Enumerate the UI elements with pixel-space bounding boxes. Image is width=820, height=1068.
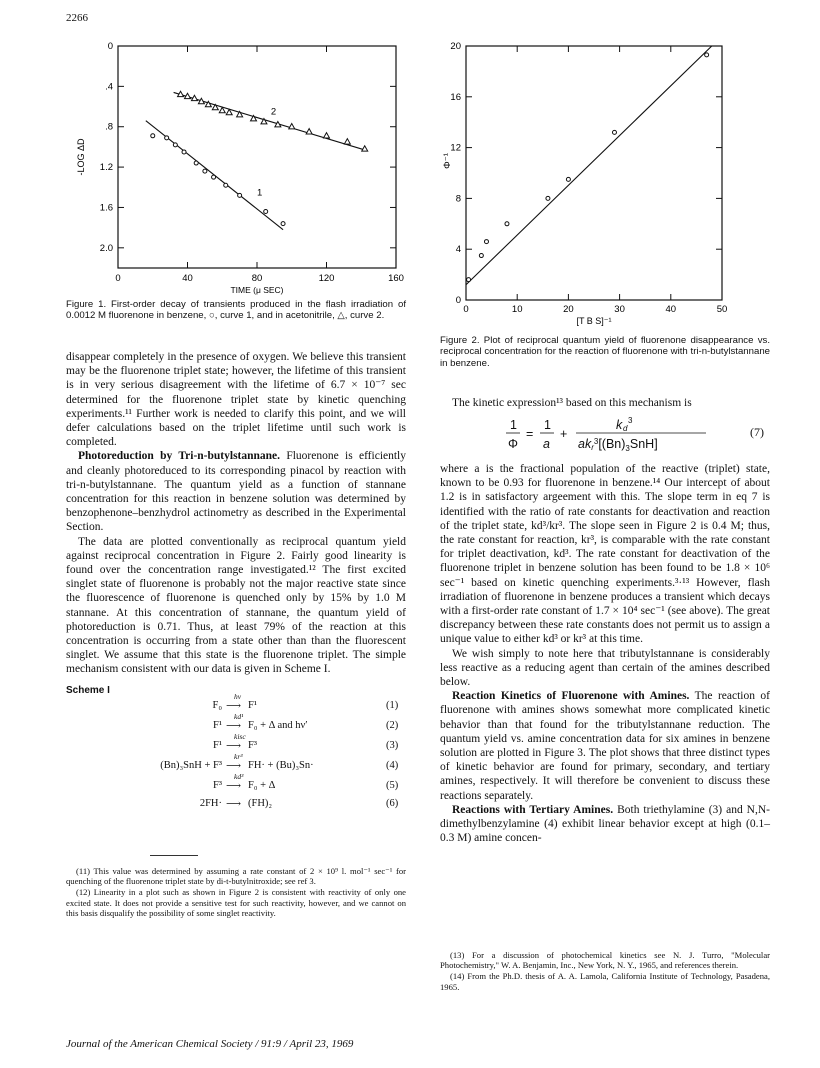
paragraph (440, 803, 770, 846)
reaction-arrow: ⟶ (226, 721, 242, 732)
paragraph-text: Both triethylamine (3) and N,N-dimethylbenzylamine (4) exhibit linear behavior except at high (0.1–0.3 M) amine concen- (440, 803, 770, 845)
reaction-reactant: F¹ (213, 740, 222, 751)
x-tick-label: 160 (388, 273, 404, 284)
y-tick-label: 0 (107, 41, 113, 52)
y-tick-label: 20 (450, 41, 461, 52)
svg-text:a: a (543, 437, 550, 451)
reaction-arrow: ⟶ (226, 701, 242, 712)
equation-number: (7) (750, 425, 764, 439)
reaction-reactant: F³ (213, 780, 222, 791)
scheme-title: Scheme I (66, 685, 110, 696)
x-tick-label: 120 (318, 273, 335, 284)
data-point-circle (151, 134, 155, 138)
data-point-circle (612, 130, 616, 134)
reaction-product: F₀ + Δ and hν′ (248, 720, 308, 731)
x-tick-label: 20 (563, 304, 574, 315)
plot-frame (466, 46, 722, 300)
y-tick-label: 8 (455, 193, 461, 205)
data-point-circle (238, 193, 242, 197)
y-tick-label: .8 (105, 121, 113, 133)
page-number: 2266 (66, 12, 88, 24)
y-axis-label: -LOG ΔD (76, 138, 86, 176)
equation-7 (500, 414, 770, 458)
data-point-circle (182, 150, 186, 154)
reaction-arrow: ⟶ (226, 741, 242, 752)
right-column-text-top (440, 396, 770, 410)
data-point-circle (194, 161, 198, 165)
y-tick-label: 12 (450, 142, 461, 154)
y-tick-label: .4 (105, 81, 113, 93)
x-tick-label: 80 (251, 273, 263, 284)
y-tick-label: 2.0 (99, 242, 113, 254)
reaction-number: (3) (386, 740, 399, 751)
y-tick-label: 0 (455, 295, 461, 306)
svg-text:1: 1 (544, 418, 551, 432)
reaction-reactant: F₀ (212, 700, 222, 711)
paragraph: The kinetic expression¹³ based on this mechanism is (452, 397, 692, 409)
data-point-circle (505, 222, 509, 226)
x-tick-label: 0 (115, 273, 121, 284)
journal-footer: Journal of the American Chemical Society / 91:9 / April 23, 1969 (66, 1038, 354, 1050)
section-heading: Reaction Kinetics of Fluorenone with Amines. (452, 690, 690, 703)
data-point-circle (705, 53, 709, 57)
data-point-circle (281, 222, 285, 226)
svg-text:+: + (560, 427, 568, 441)
y-tick-label: 16 (450, 91, 461, 103)
footnotes-right (440, 950, 770, 993)
footnotes-left (66, 866, 406, 919)
svg-text:1: 1 (510, 418, 517, 432)
figure-2-caption: Figure 2. Plot of reciprocal quantum yield of fluorenone disappearance vs. reciprocal concentration for the reaction of fluorenone with tri-n-butylstannane in benzene. (440, 335, 770, 369)
section-heading: Photoreduction by Tri-n-butylstannane. (78, 450, 281, 463)
section-heading: Reactions with Tertiary Amines. (452, 803, 614, 816)
data-point-circle (224, 183, 228, 187)
footnote: (12) Linearity in a plot such as shown in Figure 2 is consistent with reactivity of only one excited state. It does not provide a sensitive test for such reactivity, however, and we cannot on this basis disqualify the possibility of some singlet reactivity. (66, 887, 406, 918)
paragraph: The data are plotted conventionally as reciprocal quantum yield against reciprocal concentration in Figure 2. Fairly good linearity is found over the concentration range investigated.¹² The first excited singlet state of fluorenone is probably not the major reactive state since the fluorescence of fluorenone is quenched only by 15% by 1.0 M stannane. At this concentration of stannane, the quantum yield of photoreduction is 0.71. Thus, at least 79% of the reaction at this concentration is occurring from a state other than than the fluorescent singlet. We assume that this state is the fluorenone triplet. The simple mechanism consistent with our data is given in Scheme I. (66, 535, 406, 676)
data-point-circle (173, 143, 177, 147)
data-point-circle (467, 278, 471, 282)
figure-1-chart (66, 34, 416, 296)
fit-line (466, 46, 712, 285)
reaction-rate-label: kisc (234, 732, 246, 741)
svg-text:Φ: Φ (508, 437, 518, 451)
data-point-triangle (324, 133, 330, 138)
reaction-number: (5) (386, 780, 399, 791)
data-point-circle (264, 209, 268, 213)
y-axis-label: Φ⁻¹ (442, 153, 453, 169)
reaction-product: FH· + (Bu)₃Sn· (248, 760, 314, 771)
right-column-text (440, 462, 770, 845)
reaction-arrow: ⟶ (226, 781, 242, 792)
reaction-rate-label: hν (234, 692, 242, 701)
x-tick-label: 10 (511, 304, 523, 315)
paragraph (66, 449, 406, 534)
svg-text:d: d (623, 424, 628, 433)
data-point-circle (212, 175, 216, 179)
data-point-triangle (306, 129, 312, 134)
reaction-reactant: F¹ (213, 720, 222, 731)
reaction-product: F³ (248, 740, 257, 751)
reaction-arrow: ⟶ (226, 761, 242, 772)
svg-text:k: k (616, 418, 623, 432)
paragraph: where a is the fractional population of the reactive (triplet) state, known to be 0.93 for fluorenone in benzene.¹⁴ Our intercept of about 1.2 is in satisfactory argeement with this. The slope term in eq 7 is identified with the ratio of rate constants for deactivation and reaction of the triplet state, kd³/kr³. The slope seen in Figure 2 is 0.4 M; thus, the rate constant for reaction, kr³, is comparable with the rate constant for triplet deactivation, kd³. The rate constant for deactivation of the fluorenone triplet in benzene solution has been found to be 1.8 × 10⁶ sec⁻¹ based on kinetic quenching experiments.³·¹³ However, flash irradiation of fluorenone in benzene produces a transient which decays with a first-order rate constant of 1.7 × 10⁴ sec⁻¹ (see above). The great discrepancy between these rate constants does not permit us to assign a unique value to either kd³ or kr³ at this time. (440, 463, 770, 646)
figure-2-chart (430, 34, 750, 334)
paragraph: disappear completely in the presence of oxygen. We believe this transient may be the fluorenone triplet state; however, the lifetime of this transient is in very serious disagreement with the lifetime of 6.7 × 10⁻⁷ sec determined for the fluorenone triplet state by kinetic quenching experiments.¹¹ Further work is needed to clarify this point, and we will defer calculations based on the triplet lifetime until such work is completed. (66, 351, 406, 449)
reaction-reactant: (Bn)₃SnH + F³ (160, 760, 222, 771)
reaction-product: F₀ + Δ (248, 780, 276, 791)
left-column-text (66, 350, 406, 677)
x-tick-label: 50 (716, 304, 728, 315)
reaction-rate-label: kr³ (234, 752, 243, 761)
curve-label-2: 2 (270, 106, 277, 118)
equation-7-render (500, 414, 770, 458)
paragraph: We wish simply to note here that tributylstannane is considerably less reactive as a reducing agent than certain of the amines described below. (440, 647, 770, 689)
y-tick-label: 1.6 (99, 202, 113, 214)
data-point-triangle (362, 146, 368, 151)
x-axis-label: [T B S]⁻¹ (576, 316, 612, 326)
reaction-number: (6) (386, 798, 399, 809)
data-point-circle (165, 136, 169, 140)
data-point-circle (479, 254, 483, 258)
paragraph-text: The reaction of fluorenone with amines shows somewhat more complicated kinetic behavior than that found for the tributylstannane reduction. The quantum yield vs. amine concentration data for six amines in benzene solution are plotted in Figure 3. The plot shows that three distinct types of kinetic behavior are found for primary, secondary, and tertiary amines, respectively. It will therefore be convenient to discuss these reactions separately. (440, 690, 770, 802)
data-point-circle (546, 196, 550, 200)
figure-1-caption: Figure 1. First-order decay of transients produced in the flash irradiation of 0.0012 M fluorenone in benzene, ○, curve 1, and in acetonitrile, △, curve 2. (66, 299, 406, 322)
footnote: (11) This value was determined by assuming a rate constant of 2 × 10⁹ l. mol⁻¹ sec⁻¹ for quenching of the fluorenone triplet state by di-t-butylnitroxide; see ref 3. (66, 866, 406, 887)
x-tick-label: 30 (614, 304, 625, 315)
footnote: (14) From the Ph.D. thesis of A. A. Lamola, California Institute of Technology, Pasadena, 1965. (440, 971, 770, 992)
reaction-number: (2) (386, 720, 399, 731)
y-tick-label: 1.2 (99, 162, 113, 174)
reaction-product: F¹ (248, 700, 257, 711)
reaction-number: (4) (386, 760, 399, 771)
data-point-circle (566, 177, 570, 181)
footnote-rule (150, 855, 198, 856)
reaction-reactant: 2FH· (199, 798, 222, 809)
curve-label-1: 1 (257, 187, 263, 199)
y-tick-label: 4 (455, 244, 461, 256)
x-axis-label: TIME (μ SEC) (230, 285, 284, 295)
paragraph (440, 689, 770, 803)
reaction-rate-label: kd³ (234, 772, 244, 781)
x-tick-label: 40 (665, 304, 677, 315)
x-tick-label: 0 (463, 304, 469, 315)
reaction-number: (1) (386, 700, 399, 711)
footnote: (13) For a discussion of photochemical kinetics see N. J. Turro, "Molecular Photochemistry," W. A. Benjamin, Inc., New York, N. Y., 1965, and references therein. (440, 950, 770, 971)
data-point-triangle (344, 139, 350, 144)
reaction-arrow: ⟶ (226, 799, 242, 810)
svg-text:akr3[(Bn)3SnH]: $akr^3[(Bn)_3SnH]$ (578, 437, 658, 453)
svg-text:=: = (526, 427, 534, 441)
svg-text:3: 3 (628, 416, 633, 425)
data-point-circle (203, 169, 207, 173)
plot-frame (118, 46, 396, 268)
paragraph-text: Fluorenone is efficiently and cleanly photoreduced to its corresponding pinacol by reaction with tri-n-butylstannane. The quantum yield as a function of stannane concentration for this reaction in benzene solution was determined by benzophenone–benzhydrol actinometry as described in the Experimental Section. (66, 450, 407, 534)
data-point-triangle (289, 124, 295, 129)
reaction-rate-label: kd¹ (234, 712, 244, 721)
x-tick-label: 40 (182, 273, 193, 284)
data-point-circle (484, 240, 488, 244)
reaction-product: (FH)₂ (248, 798, 273, 809)
